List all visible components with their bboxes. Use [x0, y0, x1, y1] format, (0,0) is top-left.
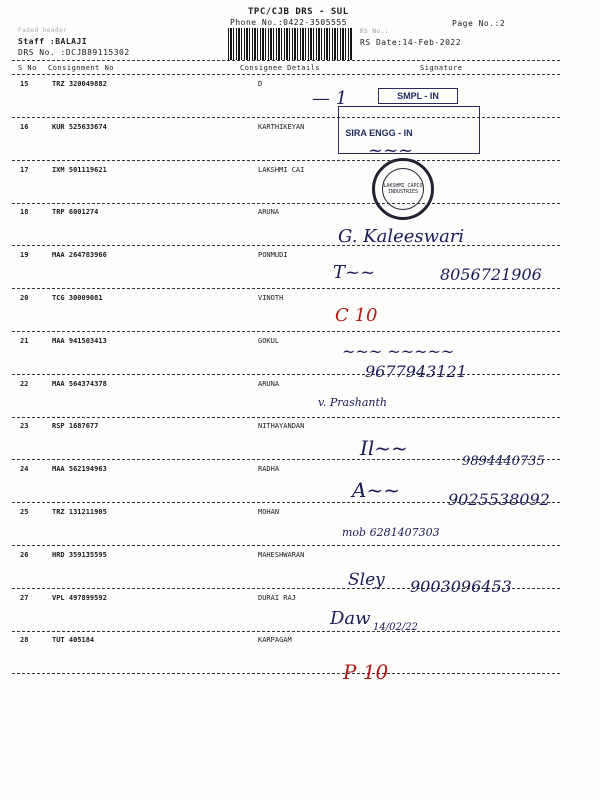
report-title: TPC/CJB DRS - SUL [248, 7, 349, 17]
barcode [228, 28, 353, 60]
row-consignment: MAA 562194963 [52, 465, 107, 474]
header-rule-bottom [12, 74, 560, 75]
row-consignment: MAA 264783966 [52, 251, 107, 260]
drs-number: DRS No. :DCJB89115302 [18, 48, 130, 57]
row-sno: 27 [20, 593, 29, 602]
handwriting-r16-sign: ~~~ [368, 140, 414, 161]
row-divider [12, 331, 560, 332]
row-sno: 23 [20, 422, 29, 431]
handwriting-r27-date: 14/02/22 [373, 622, 418, 633]
col-consignment: Consignment No [48, 64, 115, 72]
row-consignment: KUR 525633674 [52, 122, 107, 131]
row-consignment: MAA 564374378 [52, 379, 107, 388]
row-consignee: MOHAN [258, 508, 280, 516]
handwriting-r23-sign: Il~~ [360, 436, 408, 460]
col-consignee: Consignee Details [240, 64, 321, 72]
handwriting-r21-sign: ~~~ ~~~~~ [342, 342, 455, 361]
row-sno: 21 [20, 336, 29, 345]
row-consignment: VPL 497899592 [52, 593, 107, 602]
row-sno: 28 [20, 636, 29, 645]
handwriting-r24-phone: 9025538092 [448, 490, 550, 509]
col-signature: Signature [420, 64, 463, 72]
rs-date: RS Date:14-Feb-2022 [360, 38, 462, 47]
row-consignee: PONMUDI [258, 251, 288, 260]
row-sno: 24 [20, 465, 29, 474]
row-divider [12, 631, 560, 632]
row-consignee: ARUNA [258, 208, 280, 217]
row-consignee: NITHAYANDAN [258, 422, 305, 431]
row-consignee: LAKSHMI CAI [258, 165, 305, 174]
handwriting-r21-phone: 9677943121 [365, 362, 467, 381]
col-sno: S No [18, 64, 37, 72]
handwriting-r24-sign: A~~ [352, 478, 400, 502]
row-consignee: KARPAGAM [258, 636, 292, 645]
row-consignment: HRD 359135595 [52, 550, 107, 559]
handwriting-r25: mob 6281407303 [342, 526, 440, 539]
row-divider [12, 673, 560, 674]
smpl-stamp: SMPL - IN [378, 88, 458, 104]
page-number: Page No.:2 [452, 19, 506, 28]
staff-name: Staff :BALAJI [18, 37, 88, 46]
row-sno: 17 [20, 165, 29, 174]
row-consignee: DURAI RAJ [258, 593, 296, 602]
seal-text: LAKSHMI CAPCO INDUSTRIES [382, 168, 424, 210]
row-consignee: KARTHIKEYAN [258, 122, 305, 131]
handwriting-r26-sign: Sley [348, 570, 385, 590]
handwriting-r27-sign: Daw [330, 608, 371, 629]
row-sno: 26 [20, 550, 29, 559]
handwriting-r15-mark: — 1 [312, 88, 348, 109]
row-consignee: MAHESHWARAN [258, 550, 305, 559]
row-consignment: TCG 30009081 [52, 294, 103, 302]
handwriting-r22: v. Prashanth [318, 396, 387, 409]
row-divider [12, 203, 560, 204]
row-consignment: RSP 1687677 [52, 422, 99, 431]
row-sno: 19 [20, 251, 29, 260]
row-consignee: GOKUL [258, 336, 280, 345]
company-seal [372, 158, 434, 220]
row-consignment: TUT 405184 [52, 636, 95, 645]
rs-number: RS No.: [360, 28, 389, 35]
row-consignment: TRZ 131211905 [52, 508, 107, 516]
row-divider [12, 417, 560, 418]
row-divider [12, 160, 560, 161]
row-consignment: IXM 501119621 [52, 165, 107, 174]
row-sno: 16 [20, 122, 29, 131]
row-consignee: ARUNA [258, 379, 280, 388]
row-sno: 15 [20, 80, 29, 88]
row-sno: 22 [20, 379, 29, 388]
row-divider [12, 374, 560, 375]
phone-number: Phone No.:0422-3505555 [230, 18, 347, 27]
sira-stamp: SIRA ENGG - IN [345, 128, 413, 138]
row-consignment: TRZ 320049882 [52, 80, 107, 88]
row-consignee: VINOTH [258, 294, 284, 302]
row-sno: 25 [20, 508, 29, 516]
row-sno: 18 [20, 208, 29, 217]
faded-header-text: Faded header [18, 27, 68, 34]
handwriting-r20: C 10 [335, 305, 378, 326]
row-consignee: RADHA [258, 465, 280, 474]
handwriting-r19-sign: T~~ [333, 262, 376, 283]
row-divider [12, 245, 560, 246]
row-divider [12, 545, 560, 546]
handwriting-r28: P 10 [343, 660, 389, 684]
row-divider [12, 288, 560, 289]
row-consignee: D [258, 80, 263, 88]
row-sno: 20 [20, 294, 29, 302]
handwriting-r23-phone: 9894440735 [462, 454, 545, 469]
handwriting-r26-phone: 9003096453 [410, 577, 512, 596]
handwriting-r19-phone: 8056721906 [440, 265, 542, 284]
handwriting-r18: G. Kaleeswari [338, 226, 465, 247]
row-consignment: TRP 6001274 [52, 208, 99, 217]
row-consignment: MAA 941503413 [52, 336, 107, 345]
header-rule-top [12, 60, 560, 61]
